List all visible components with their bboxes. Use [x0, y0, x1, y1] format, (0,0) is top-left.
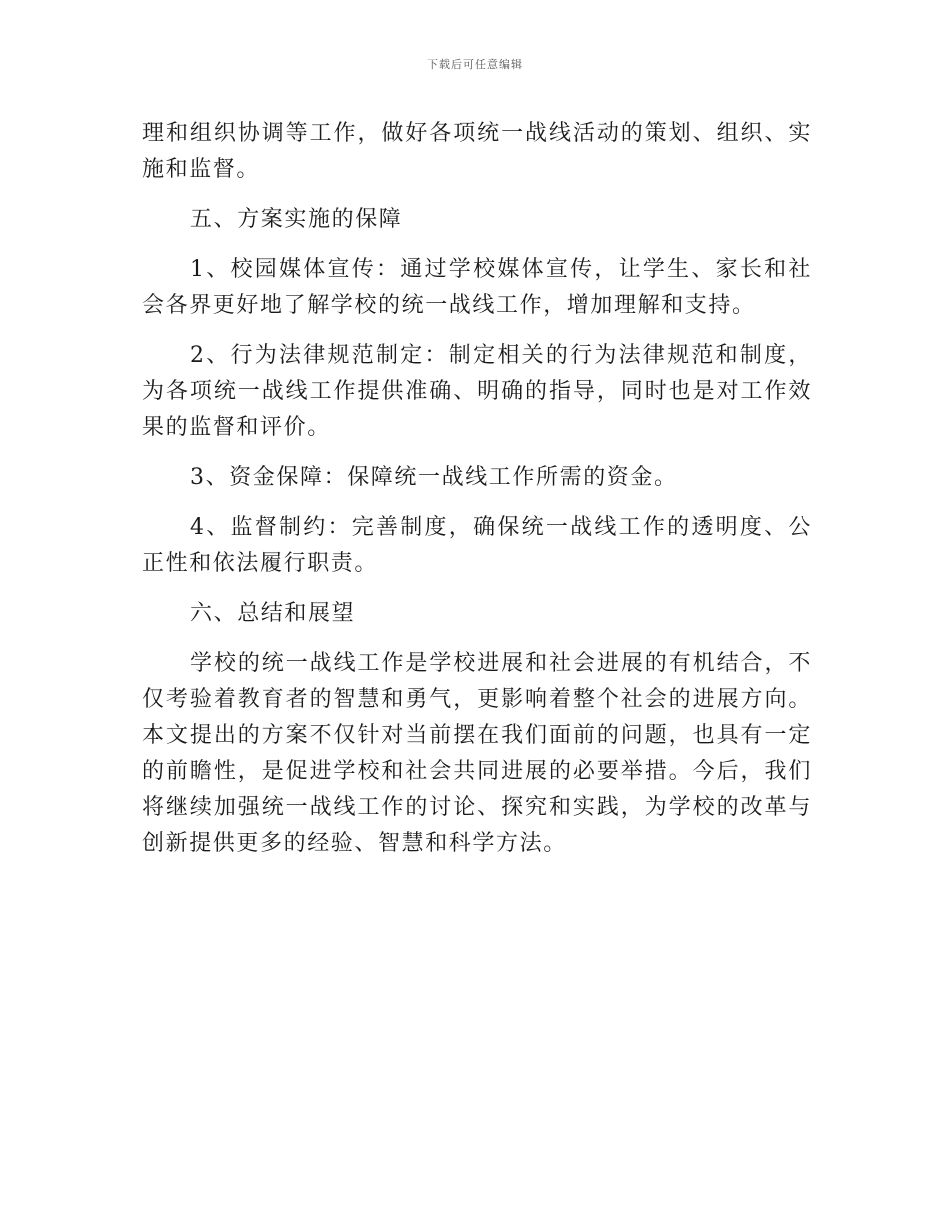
paragraph-legal-norms: 2、行为法律规范制定：制定相关的行为法律规范和制度，为各项统一战线工作提供准确、明确的指导，同时也是对工作效果的监督和评价。 [142, 343, 812, 440]
section-heading-summary-outlook: 六、总结和展望 [190, 601, 356, 626]
paragraph-continuation: 理和组织协调等工作，做好各项统一战线活动的策划、组织、实施和监督。 [142, 121, 812, 182]
page-header-note: 下载后可任意编辑 [427, 58, 523, 71]
paragraph-supervision: 4、监督制约：完善制度，确保统一战线工作的透明度、公正性和依法履行职责。 [142, 515, 812, 576]
paragraph-funding: 3、资金保障：保障统一战线工作所需的资金。 [190, 465, 678, 490]
paragraph-media-publicity: 1、校园媒体宣传：通过学校媒体宣传，让学生、家长和社会各界更好地了解学校的统一战线工作，增加理解和支持。 [142, 257, 812, 318]
document-body [142, 116, 812, 876]
section-heading-implementation-guarantee: 五、方案实施的保障 [190, 207, 403, 232]
paragraph-conclusion: 学校的统一战线工作是学校进展和社会进展的有机结合，不仅考验着教育者的智慧和勇气，更影响着整个社会的进展方向。本文提出的方案不仅针对当前摆在我们面前的问题，也具有一定的前瞻性，是促进学校和社会共同进展的必要举措。今后，我们将继续加强统一战线工作的讨论、探究和实践，为学校的改革与创新提供更多的经验、智慧和科学方法。 [142, 651, 812, 856]
